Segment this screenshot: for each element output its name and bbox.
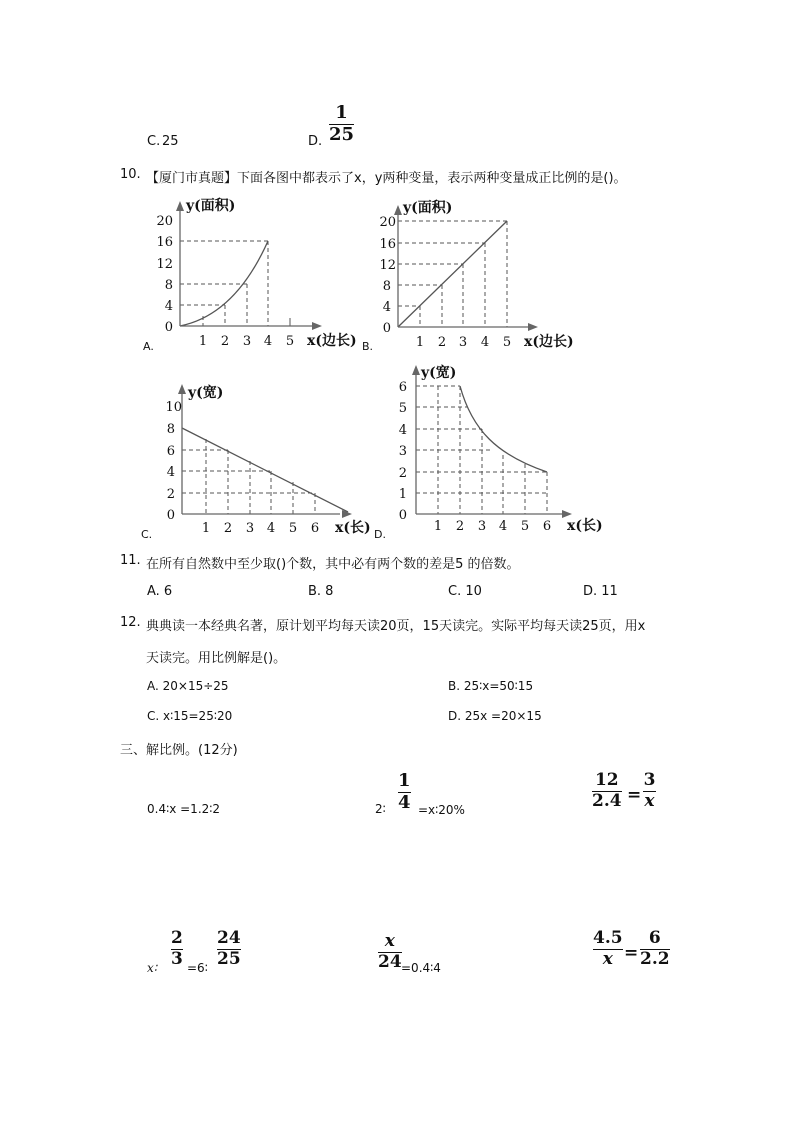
graph-b-xtick-1: 1 [415, 335, 425, 350]
graph-a-ytick-12: 12 [156, 257, 173, 272]
graph-a-xlabel: x(边长) [307, 333, 357, 349]
graph-b-ytick-16: 16 [379, 237, 396, 252]
graph-a-label: A. [143, 340, 154, 352]
graph-d-xtick-2: 2 [455, 519, 465, 534]
q9-option-d-fraction [329, 104, 354, 145]
graph-c-xtick-4: 4 [266, 521, 276, 536]
graph-d-ytick-5: 5 [398, 401, 407, 416]
problem-3-right-num: 3 [643, 770, 656, 790]
problem-6-right [640, 930, 670, 969]
q11-option-c: C. 10 [448, 584, 482, 599]
q12-option-d: D. 25x =20×15 [448, 709, 542, 723]
q9-option-d-label: D. [308, 134, 323, 149]
q12-option-c: C. x∶15=25∶20 [147, 709, 233, 723]
problem-4-num2: 24 [217, 928, 241, 948]
graph-a-ylabel: y(面积) [186, 198, 236, 214]
graph-a-y-arrow [176, 201, 184, 211]
problem-3-equals: = [627, 785, 642, 805]
graph-d-xtick-5: 5 [520, 519, 530, 534]
graph-d [372, 360, 612, 540]
graph-b [362, 190, 602, 352]
graph-c-xtick-3: 3 [245, 521, 255, 536]
graph-b-ytick-12: 12 [379, 258, 396, 273]
graph-b-x-arrow [528, 323, 538, 331]
q11-text: 在所有自然数中至少取()个数，其中必有两个数的差是5 的倍数。 [146, 557, 520, 572]
graph-c-y-arrow [178, 384, 186, 394]
problem-2-pre: 2∶ [375, 802, 386, 816]
q10-number: 10. [120, 167, 141, 182]
graph-d-xtick-1: 1 [433, 519, 443, 534]
problem-6-left-den: x [602, 948, 613, 969]
graph-b-xtick-3: 3 [458, 335, 468, 350]
graph-a [140, 190, 380, 352]
graph-b-ytick-20: 20 [379, 215, 396, 230]
section3-title: 三、解比例。(12分) [120, 743, 238, 758]
problem-5-den: 24 [378, 951, 402, 972]
problem-2-num: 1 [398, 770, 411, 791]
graph-a-xtick-3: 3 [242, 334, 252, 349]
graph-d-xtick-3: 3 [477, 519, 487, 534]
graph-b-ytick-0: 0 [382, 321, 391, 336]
q12-option-a: A. 20×15÷25 [147, 679, 229, 693]
graph-c [140, 376, 380, 540]
graph-c-xtick-1: 1 [201, 521, 211, 536]
graph-d-ytick-6: 6 [398, 380, 407, 395]
graph-c-ytick-2: 2 [166, 487, 175, 502]
graph-c-xtick-2: 2 [223, 521, 233, 536]
q9-option-c-value: 25 [162, 134, 179, 149]
q9-d-numerator: 1 [335, 102, 348, 123]
graph-b-xtick-5: 5 [502, 335, 512, 350]
problem-4-num1: 2 [171, 928, 183, 948]
graph-c-xtick-5: 5 [288, 521, 298, 536]
problem-5-post: =0.4∶4 [401, 961, 441, 975]
q11-option-b: B. 8 [308, 584, 334, 599]
problem-4-fraction-2 [217, 930, 241, 969]
graph-c-xtick-6: 6 [310, 521, 320, 536]
problem-1: 0.4∶x =1.2∶2 [147, 802, 221, 816]
problem-3-left [592, 772, 622, 811]
q12-line1: 典典读一本经典名著，原计划平均每天读20页，15天读完。实际平均每天读25页，用x [146, 619, 646, 634]
problem-4-mid: =6∶ [187, 961, 208, 975]
graph-a-x-arrow [312, 322, 322, 330]
graph-c-ytick-8: 8 [166, 422, 175, 437]
problem-3-left-den: 2.4 [592, 790, 622, 811]
q11-number: 11. [120, 553, 141, 568]
graph-b-xlabel: x(边长) [524, 334, 574, 350]
graph-b-y-arrow [394, 205, 402, 215]
graph-b-label: B. [362, 340, 374, 352]
problem-6-left-num: 4.5 [593, 928, 623, 948]
graph-d-y-arrow [412, 365, 420, 375]
problem-3-right-den: x [644, 790, 655, 811]
problem-5-fraction [378, 933, 402, 972]
graph-a-ytick-20: 20 [156, 214, 173, 229]
graph-d-label: D. [374, 528, 386, 540]
graph-a-ytick-0: 0 [164, 320, 173, 335]
q10-text: 【厦门市真题】下面各图中都表示了x，y两种变量，表示两种变量成正比例的是()。 [146, 171, 627, 186]
graph-c-line [182, 428, 348, 512]
graph-b-xtick-2: 2 [437, 335, 447, 350]
graph-d-xlabel: x(长) [567, 518, 603, 534]
problem-2-den: 4 [398, 791, 411, 813]
graph-a-ytick-16: 16 [156, 235, 173, 250]
graph-c-ytick-6: 6 [166, 444, 175, 459]
graph-c-ytick-4: 4 [166, 465, 175, 480]
graph-b-ylabel: y(面积) [403, 200, 453, 216]
graph-d-ytick-3: 3 [398, 444, 407, 459]
q12-option-b: B. 25∶x=50∶15 [448, 679, 534, 693]
graph-a-ytick-8: 8 [164, 278, 173, 293]
problem-4-den1: 3 [171, 948, 183, 969]
graph-b-line [398, 221, 507, 327]
problem-4-fraction-1 [171, 930, 183, 969]
problem-4-den2: 25 [217, 948, 241, 969]
q12-number: 12. [120, 615, 141, 630]
graph-a-xtick-4: 4 [263, 334, 273, 349]
graph-a-xtick-5: 5 [285, 334, 295, 349]
graph-d-x-arrow [562, 510, 572, 518]
graph-d-ytick-2: 2 [398, 466, 407, 481]
problem-3-right [643, 772, 656, 811]
graph-d-ytick-4: 4 [398, 423, 407, 438]
q9-option-c-label: C. [147, 134, 161, 149]
graph-d-ytick-0: 0 [398, 508, 407, 523]
q11-option-d: D. 11 [583, 584, 618, 599]
graph-d-xtick-4: 4 [498, 519, 508, 534]
problem-2-fraction [398, 772, 411, 813]
graph-b-ytick-8: 8 [382, 279, 391, 294]
graph-d-ylabel: y(宽) [421, 365, 457, 381]
graph-c-ylabel: y(宽) [188, 385, 224, 401]
q11-option-a: A. 6 [147, 584, 173, 599]
problem-2-post: =x∶20% [418, 803, 465, 817]
graph-c-ytick-10: 10 [165, 400, 182, 415]
q9-d-denominator: 25 [329, 123, 355, 145]
graph-a-xtick-2: 2 [220, 334, 230, 349]
problem-4-pre: x∶ [147, 961, 157, 975]
graph-a-ytick-4: 4 [164, 299, 173, 314]
problem-6-right-den: 2.2 [640, 948, 670, 969]
graph-c-label: C. [141, 528, 153, 540]
problem-6-equals: = [624, 943, 639, 963]
problem-3-left-num: 12 [594, 770, 619, 790]
q12-line2: 天读完。用比例解是()。 [146, 651, 287, 666]
problem-6-left [593, 930, 623, 969]
graph-b-ytick-4: 4 [382, 300, 391, 315]
graph-c-xlabel: x(长) [335, 520, 371, 536]
graph-d-xtick-6: 6 [542, 519, 552, 534]
graph-b-xtick-4: 4 [480, 335, 490, 350]
problem-5-num: x [384, 931, 395, 951]
graph-a-xtick-1: 1 [198, 334, 208, 349]
graph-c-ytick-0: 0 [166, 508, 175, 523]
graph-d-ytick-1: 1 [398, 487, 407, 502]
problem-6-right-num: 6 [648, 928, 661, 948]
